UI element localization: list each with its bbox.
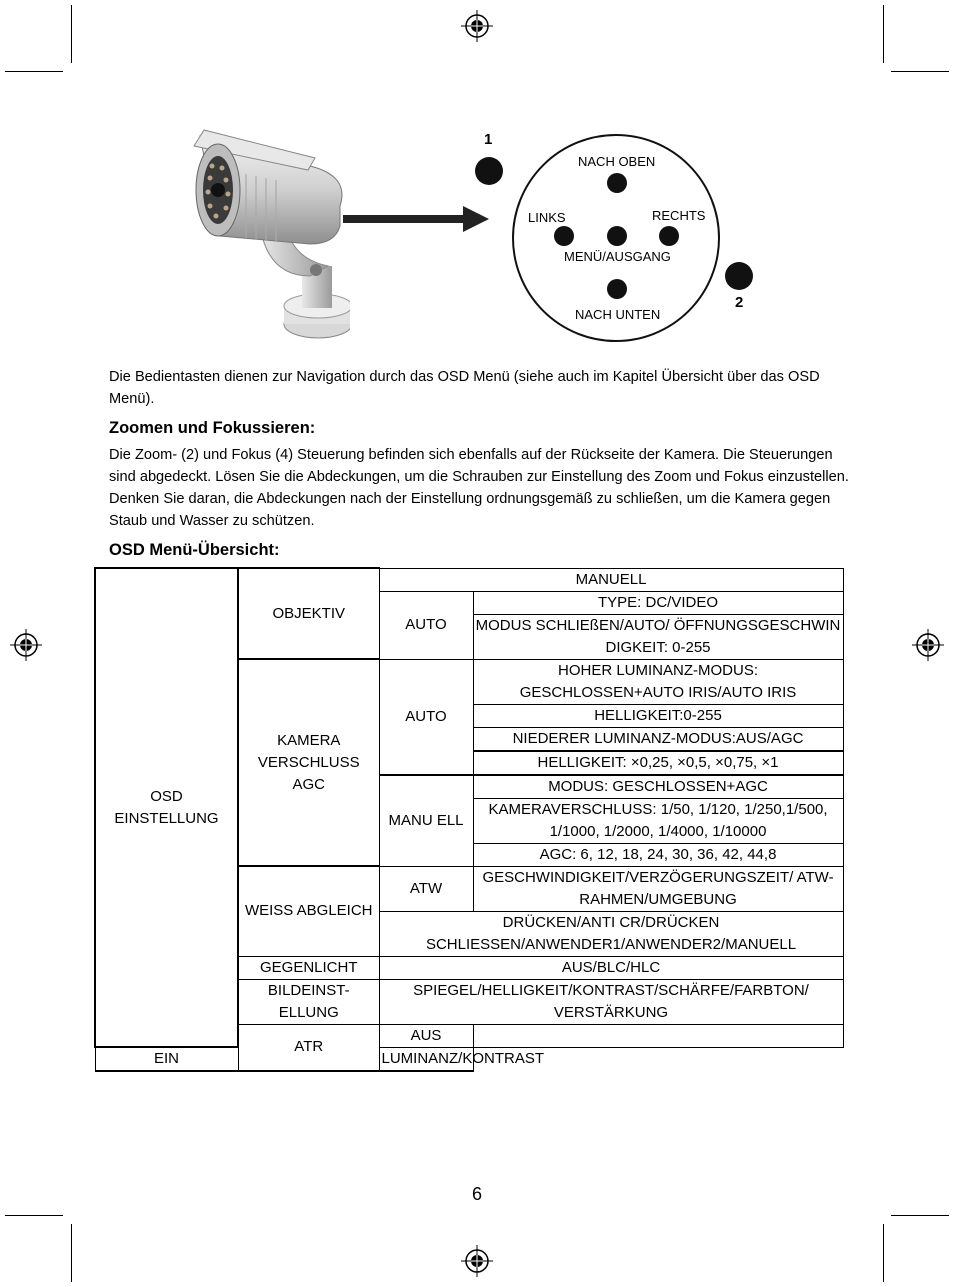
left-button[interactable] bbox=[554, 226, 574, 246]
crop-mark bbox=[891, 1215, 949, 1216]
crop-mark bbox=[5, 71, 63, 72]
cell-atw: ATW bbox=[379, 866, 473, 911]
cell-niederer-luminanz: NIEDERER LUMINANZ-MODUS:AUS/AGC bbox=[473, 727, 843, 751]
osd-heading: OSD Menü-Übersicht: bbox=[109, 541, 280, 559]
crop-mark bbox=[71, 5, 72, 63]
cell-modus-geschlossen: MODUS: GESCHLOSSEN+AGC bbox=[473, 775, 843, 799]
crop-mark bbox=[5, 1215, 63, 1216]
cell-bildeinstellung-value: SPIEGEL/HELLIGKEIT/KONTRAST/SCHÄRFE/FARBTON/ VERSTÄRKUNG bbox=[379, 979, 843, 1024]
cell-atr: ATR bbox=[238, 1024, 379, 1071]
cell-modus-auto: MODUS SCHLIEßEN/AUTO/ ÖFFNUNGSGESCHWIN DIGKEIT: 0-255 bbox=[473, 614, 843, 659]
cell-atr-aus: AUS bbox=[379, 1024, 473, 1047]
cell-gegenlicht: GEGENLICHT bbox=[238, 956, 379, 979]
right-button[interactable] bbox=[659, 226, 679, 246]
cell-helligkeit-range: HELLIGKEIT:0-255 bbox=[473, 704, 843, 727]
registration-mark-icon bbox=[912, 629, 944, 661]
cell-druecken: DRÜCKEN/ANTI CR/DRÜCKEN SCHLIESSEN/ANWENDER1/ANWENDER2/MANUELL bbox=[379, 911, 843, 956]
crop-mark bbox=[71, 1224, 72, 1282]
cell-weiss-abgleich: WEISS ABGLEICH bbox=[238, 866, 379, 956]
osd-menu-table bbox=[94, 567, 844, 1072]
camera-illustration bbox=[190, 126, 350, 348]
cell-bildeinstellung: BILDEINST- ELLUNG bbox=[238, 979, 379, 1024]
callout-button-1 bbox=[475, 157, 503, 185]
down-button[interactable] bbox=[607, 279, 627, 299]
crop-mark bbox=[883, 1224, 884, 1282]
zoom-heading: Zoomen und Fokussieren: bbox=[109, 419, 316, 437]
label-nach-unten: NACH UNTEN bbox=[575, 307, 661, 322]
label-rechts: RECHTS bbox=[652, 208, 706, 223]
menu-exit-button[interactable] bbox=[607, 226, 627, 246]
label-nach-oben: NACH OBEN bbox=[578, 154, 656, 169]
cell-gegenlicht-value: AUS/BLC/HLC bbox=[379, 956, 843, 979]
cell-helligkeit-factor: HELLIGKEIT: ×0,25, ×0,5, ×0,75, ×1 bbox=[473, 751, 843, 775]
page-number: 6 bbox=[471, 1184, 482, 1204]
cell-agc: AGC: 6, 12, 18, 24, 30, 36, 42, 44,8 bbox=[473, 843, 843, 866]
cell-kameraverschluss: KAMERAVERSCHLUSS: 1/50, 1/120, 1/250,1/500, 1/1000, 1/2000, 1/4000, 1/10000 bbox=[473, 798, 843, 843]
crop-mark bbox=[883, 5, 884, 63]
cell-type: TYPE: DC/VIDEO bbox=[473, 591, 843, 614]
cell-hoher-luminanz: HOHER LUMINANZ-MODUS: GESCHLOSSEN+AUTO IRIS/AUTO IRIS bbox=[473, 659, 843, 704]
cell-atr-ein: EIN bbox=[95, 1047, 238, 1071]
arrow-right-icon bbox=[343, 204, 491, 234]
zoom-paragraph: Die Zoom- (2) und Fokus (4) Steuerung befinden sich ebenfalls auf der Rückseite der Kamera. Die Steuerungen sind abgedeckt. Lösen Sie die Abdeckungen, um die Schrauben zur Einstellung des Zoom und Fokus einzustellen. Denken Sie daran, die Abdeckungen nach der Einstellung ordnungsgemäß zu schließen, um die Kamera gegen Staub und Wasser zu schützen. bbox=[109, 447, 849, 529]
label-links: LINKS bbox=[528, 210, 566, 225]
cell-kamera-auto: AUTO bbox=[379, 659, 473, 775]
cell-luminanz-kontrast: LUMINANZ/KONTRAST bbox=[379, 1047, 473, 1071]
cell-osd-einstellung: OSD EINSTELLUNG bbox=[95, 568, 238, 1047]
cell-geschwindigkeit: GESCHWINDIGKEIT/VERZÖGERUNGSZEIT/ ATW-RAHMEN/UMGEBUNG bbox=[473, 866, 843, 911]
registration-mark-icon bbox=[10, 629, 42, 661]
cell-kamera-verschluss: KAMERA VERSCHLUSS AGC bbox=[238, 659, 379, 866]
callout-label-1: 1 bbox=[484, 131, 493, 148]
cell-manu-ell: MANU ELL bbox=[379, 775, 473, 867]
up-button[interactable] bbox=[607, 173, 627, 193]
registration-mark-icon bbox=[461, 10, 493, 42]
callout-button-2 bbox=[725, 262, 753, 290]
cell-atr-aus-empty bbox=[473, 1024, 843, 1047]
callout-label-2: 2 bbox=[735, 294, 744, 311]
crop-mark bbox=[891, 71, 949, 72]
intro-paragraph: Die Bedientasten dienen zur Navigation durch das OSD Menü (siehe auch im Kapitel Übersicht über das OSD Menü). bbox=[109, 369, 820, 407]
registration-mark-icon bbox=[461, 1245, 493, 1277]
cell-objektiv-auto: AUTO bbox=[379, 591, 473, 659]
cell-objektiv: OBJEKTIV bbox=[238, 568, 379, 659]
label-menu-ausgang: MENÜ/AUSGANG bbox=[564, 249, 671, 264]
cell-manuell: MANUELL bbox=[379, 568, 843, 591]
